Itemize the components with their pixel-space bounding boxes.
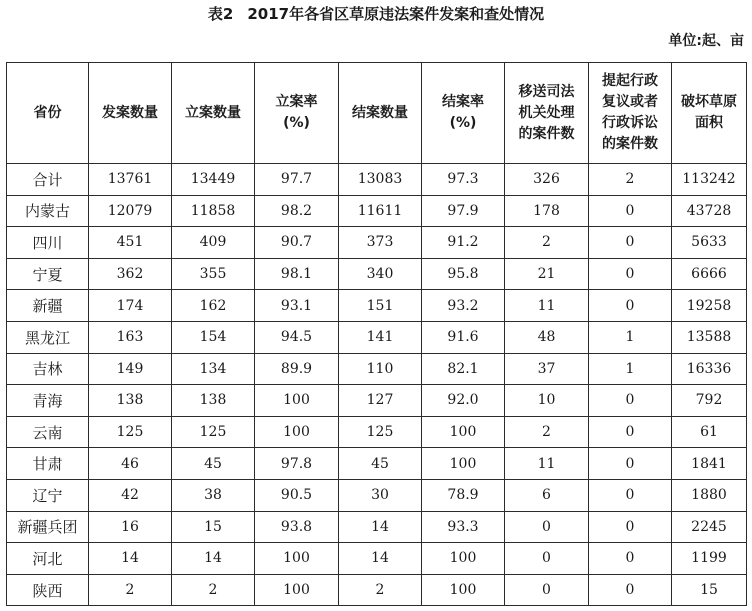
table-row <box>7 227 747 259</box>
table-row <box>7 574 747 606</box>
value-cell: 110 <box>339 353 422 385</box>
value-cell: 0 <box>505 574 589 606</box>
column-header <box>672 63 747 164</box>
value-cell: 95.8 <box>422 258 505 290</box>
province-cell: 甘肃 <box>7 448 89 480</box>
table-row <box>7 479 747 511</box>
value-cell: 13761 <box>89 164 172 196</box>
value-cell: 138 <box>89 385 172 417</box>
value-cell: 2 <box>589 164 672 196</box>
value-cell: 90.5 <box>255 479 339 511</box>
province-cell: 合计 <box>7 164 89 196</box>
value-cell: 100 <box>255 385 339 417</box>
value-cell: 46 <box>89 448 172 480</box>
column-header-line: 机关处理 <box>518 104 575 121</box>
value-cell: 16336 <box>672 353 747 385</box>
value-cell: 2245 <box>672 511 747 543</box>
value-cell: 37 <box>505 353 589 385</box>
column-header-line: 破坏草原 <box>681 94 737 110</box>
column-header <box>505 63 589 164</box>
table-row <box>7 195 747 227</box>
value-cell: 113242 <box>672 164 747 196</box>
value-cell: 2 <box>172 574 255 606</box>
value-cell: 362 <box>89 258 172 290</box>
column-header-line: 的案件数 <box>602 136 658 152</box>
value-cell: 1199 <box>672 543 747 575</box>
value-cell: 98.2 <box>255 195 339 227</box>
column-header <box>7 63 89 164</box>
province-cell: 云南 <box>7 416 89 448</box>
table-row <box>7 353 747 385</box>
column-header-line: 结案数量 <box>352 104 408 121</box>
value-cell: 0 <box>589 574 672 606</box>
value-cell: 78.9 <box>422 479 505 511</box>
unit-note: 单位:起、亩 <box>668 33 744 49</box>
value-cell: 2 <box>505 416 589 448</box>
column-header-line: 结案率 <box>442 94 484 110</box>
value-cell: 0 <box>589 385 672 417</box>
value-cell: 97.8 <box>255 448 339 480</box>
value-cell: 42 <box>89 479 172 511</box>
value-cell: 11858 <box>172 195 255 227</box>
column-header-line: 提起行政 <box>602 73 658 89</box>
value-cell: 1880 <box>672 479 747 511</box>
value-cell: 89.9 <box>255 353 339 385</box>
table-title <box>0 4 752 24</box>
column-header-line: 复议或者 <box>602 94 658 110</box>
value-cell: 154 <box>172 321 255 353</box>
table-row <box>7 258 747 290</box>
value-cell: 13449 <box>172 164 255 196</box>
column-header <box>89 63 172 164</box>
value-cell: 127 <box>339 385 422 417</box>
value-cell: 0 <box>589 543 672 575</box>
column-header-line: 面积 <box>695 115 723 131</box>
value-cell: 14 <box>89 543 172 575</box>
data-table <box>6 62 747 606</box>
value-cell: 0 <box>589 511 672 543</box>
table-body <box>7 164 747 606</box>
column-header-line: 移送司法 <box>518 83 575 100</box>
value-cell: 14 <box>339 543 422 575</box>
value-cell: 21 <box>505 258 589 290</box>
value-cell: 2 <box>89 574 172 606</box>
value-cell: 141 <box>339 321 422 353</box>
value-cell: 409 <box>172 227 255 259</box>
value-cell: 125 <box>89 416 172 448</box>
value-cell: 138 <box>172 385 255 417</box>
value-cell: 100 <box>422 574 505 606</box>
value-cell: 61 <box>672 416 747 448</box>
value-cell: 0 <box>589 258 672 290</box>
value-cell: 48 <box>505 321 589 353</box>
value-cell: 0 <box>589 416 672 448</box>
province-cell: 新疆兵团 <box>7 511 89 543</box>
column-header <box>172 63 255 164</box>
value-cell: 151 <box>339 290 422 322</box>
value-cell: 45 <box>172 448 255 480</box>
value-cell: 98.1 <box>255 258 339 290</box>
value-cell: 1841 <box>672 448 747 480</box>
value-cell: 11 <box>505 448 589 480</box>
table-row <box>7 321 747 353</box>
value-cell: 30 <box>339 479 422 511</box>
value-cell: 11611 <box>339 195 422 227</box>
value-cell: 0 <box>589 479 672 511</box>
table-row <box>7 511 747 543</box>
value-cell: 91.2 <box>422 227 505 259</box>
value-cell: 134 <box>172 353 255 385</box>
table-row <box>7 448 747 480</box>
value-cell: 94.5 <box>255 321 339 353</box>
column-header-line: 省份 <box>33 104 62 121</box>
value-cell: 2 <box>339 574 422 606</box>
value-cell: 97.3 <box>422 164 505 196</box>
value-cell: 149 <box>89 353 172 385</box>
value-cell: 45 <box>339 448 422 480</box>
value-cell: 13083 <box>339 164 422 196</box>
value-cell: 2 <box>505 227 589 259</box>
value-cell: 0 <box>505 543 589 575</box>
province-cell: 内蒙古 <box>7 195 89 227</box>
value-cell: 451 <box>89 227 172 259</box>
value-cell: 11 <box>505 290 589 322</box>
value-cell: 19258 <box>672 290 747 322</box>
value-cell: 340 <box>339 258 422 290</box>
value-cell: 163 <box>89 321 172 353</box>
column-header-line: 立案数量 <box>185 104 241 121</box>
value-cell: 0 <box>589 448 672 480</box>
column-header <box>255 63 339 164</box>
value-cell: 14 <box>172 543 255 575</box>
value-cell: 38 <box>172 479 255 511</box>
province-cell: 吉林 <box>7 353 89 385</box>
value-cell: 6 <box>505 479 589 511</box>
column-header-line: 行政诉讼 <box>602 115 658 131</box>
province-cell: 新疆 <box>7 290 89 322</box>
value-cell: 178 <box>505 195 589 227</box>
column-header-line: 立案率 <box>275 94 318 110</box>
value-cell: 14 <box>339 511 422 543</box>
value-cell: 97.9 <box>422 195 505 227</box>
column-header-line: (%) <box>449 115 477 131</box>
value-cell: 16 <box>89 511 172 543</box>
value-cell: 12079 <box>89 195 172 227</box>
province-cell: 辽宁 <box>7 479 89 511</box>
value-cell: 1 <box>589 321 672 353</box>
table-row <box>7 543 747 575</box>
value-cell: 100 <box>422 448 505 480</box>
value-cell: 91.6 <box>422 321 505 353</box>
value-cell: 43728 <box>672 195 747 227</box>
value-cell: 93.3 <box>422 511 505 543</box>
value-cell: 162 <box>172 290 255 322</box>
value-cell: 100 <box>255 416 339 448</box>
value-cell: 6666 <box>672 258 747 290</box>
column-header-line: (%) <box>283 115 310 131</box>
table-title-text: 2017年各省区草原违法案件发案和查处情况 <box>247 5 545 23</box>
value-cell: 174 <box>89 290 172 322</box>
value-cell: 100 <box>255 543 339 575</box>
value-cell: 0 <box>589 290 672 322</box>
province-cell: 陕西 <box>7 574 89 606</box>
value-cell: 93.2 <box>422 290 505 322</box>
column-header-line: 的案件数 <box>518 125 575 142</box>
value-cell: 15 <box>172 511 255 543</box>
table-row <box>7 290 747 322</box>
value-cell: 326 <box>505 164 589 196</box>
province-cell: 宁夏 <box>7 258 89 290</box>
value-cell: 82.1 <box>422 353 505 385</box>
value-cell: 355 <box>172 258 255 290</box>
value-cell: 125 <box>172 416 255 448</box>
value-cell: 90.7 <box>255 227 339 259</box>
value-cell: 0 <box>589 195 672 227</box>
total-row <box>7 164 747 196</box>
value-cell: 93.8 <box>255 511 339 543</box>
value-cell: 0 <box>589 227 672 259</box>
column-header-line: 发案数量 <box>102 104 158 121</box>
value-cell: 125 <box>339 416 422 448</box>
value-cell: 100 <box>422 416 505 448</box>
column-header <box>589 63 672 164</box>
value-cell: 93.1 <box>255 290 339 322</box>
value-cell: 792 <box>672 385 747 417</box>
value-cell: 100 <box>422 543 505 575</box>
value-cell: 15 <box>672 574 747 606</box>
table-row <box>7 385 747 417</box>
value-cell: 92.0 <box>422 385 505 417</box>
province-cell: 河北 <box>7 543 89 575</box>
value-cell: 373 <box>339 227 422 259</box>
province-cell: 四川 <box>7 227 89 259</box>
province-cell: 青海 <box>7 385 89 417</box>
value-cell: 0 <box>505 511 589 543</box>
value-cell: 97.7 <box>255 164 339 196</box>
value-cell: 100 <box>255 574 339 606</box>
column-header <box>339 63 422 164</box>
table-row <box>7 416 747 448</box>
value-cell: 10 <box>505 385 589 417</box>
table-number: 表2 <box>207 5 234 23</box>
header-row <box>7 63 747 164</box>
value-cell: 13588 <box>672 321 747 353</box>
province-cell: 黑龙江 <box>7 321 89 353</box>
column-header <box>422 63 505 164</box>
value-cell: 1 <box>589 353 672 385</box>
value-cell: 5633 <box>672 227 747 259</box>
